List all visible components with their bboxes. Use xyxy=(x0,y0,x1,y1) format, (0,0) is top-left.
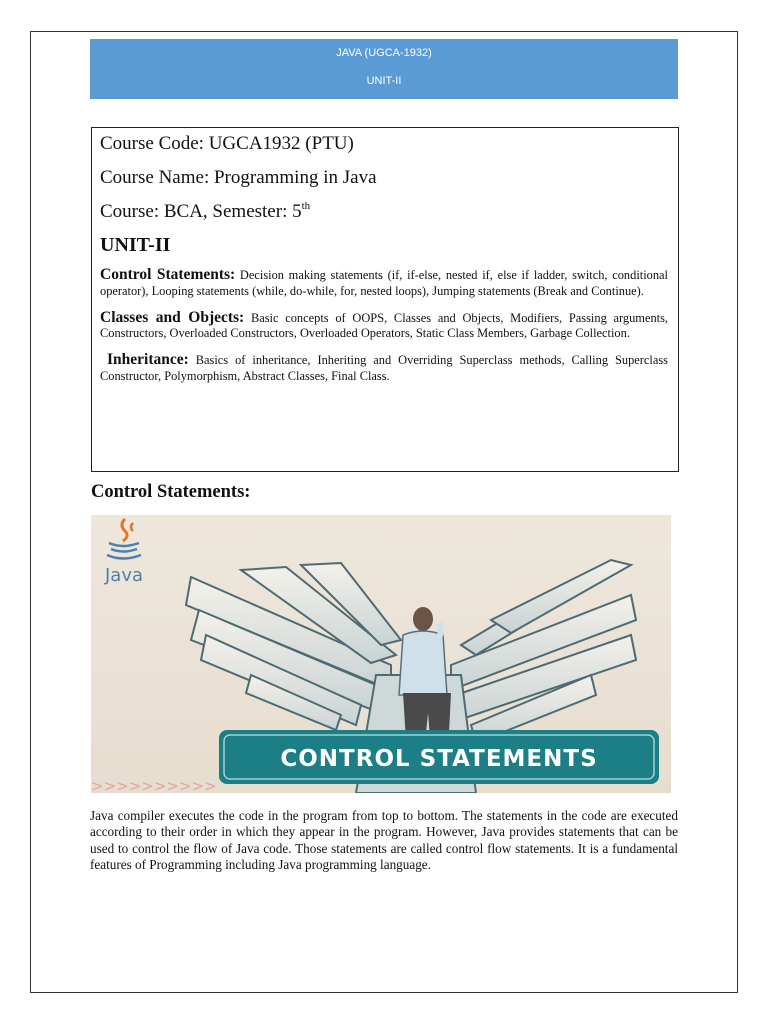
syllabus-box xyxy=(91,127,679,472)
topic-text: Decision making statements (if, if-else, nested if, else if ladder, switch, conditional operator), Looping statements (while, do-while, for, nested loops), Jumping statements (Break and Continue). xyxy=(100,268,668,298)
topic-text: Basics of inheritance, Inheriting and Overriding Superclass methods, Calling Superclass Constructor, Polymorphism, Abstract Classes, Final Class. xyxy=(100,353,668,383)
course-semester-suffix: th xyxy=(301,200,311,212)
control-statements-banner xyxy=(91,515,671,793)
topic-title: Classes and Objects: xyxy=(100,308,245,326)
header-course-title: JAVA (UGCA-1932) xyxy=(336,47,432,59)
banner-chevrons: >>>>>>>>>> xyxy=(91,777,217,793)
maze-paths-left xyxy=(186,563,401,730)
course-code: Course Code: UGCA1932 (PTU) xyxy=(100,133,354,154)
section-heading: Control Statements: xyxy=(91,482,251,502)
topic-classes-objects xyxy=(100,310,668,343)
topic-control-statements xyxy=(100,267,668,300)
java-logo-text: Java xyxy=(105,565,144,586)
course-semester-text: Course: BCA, Semester: 5 xyxy=(100,201,302,222)
banner-title: CONTROL STATEMENTS xyxy=(280,746,598,772)
unit-title: UNIT-II xyxy=(100,234,171,256)
banner-illustration xyxy=(91,515,671,793)
java-logo-icon xyxy=(107,519,141,559)
maze-paths-right xyxy=(451,560,636,743)
topic-title: Control Statements: xyxy=(100,266,236,283)
topic-title: Inheritance: xyxy=(106,351,189,369)
course-name: Course Name: Programming in Java xyxy=(100,167,377,188)
topic-inheritance xyxy=(100,352,668,385)
topic-text: Basic concepts of OOPS, Classes and Objects, Modifiers, Passing arguments, Constructors, Overloaded Constructors, Overloaded Operators, Static Class Members, Garbage Collection. xyxy=(100,310,668,341)
course-semester xyxy=(100,201,668,223)
header-band xyxy=(90,39,678,99)
header-unit: UNIT-II xyxy=(366,75,402,87)
intro-paragraph: Java compiler executes the code in the program from top to bottom. The statements in the code are executed according to their order in which they appear in the program. However, Java provides statements that can be used to control the flow of Java code. Those statements are called control flow statements. It is a fundamental features of Programming including Java programming language. xyxy=(90,808,678,872)
